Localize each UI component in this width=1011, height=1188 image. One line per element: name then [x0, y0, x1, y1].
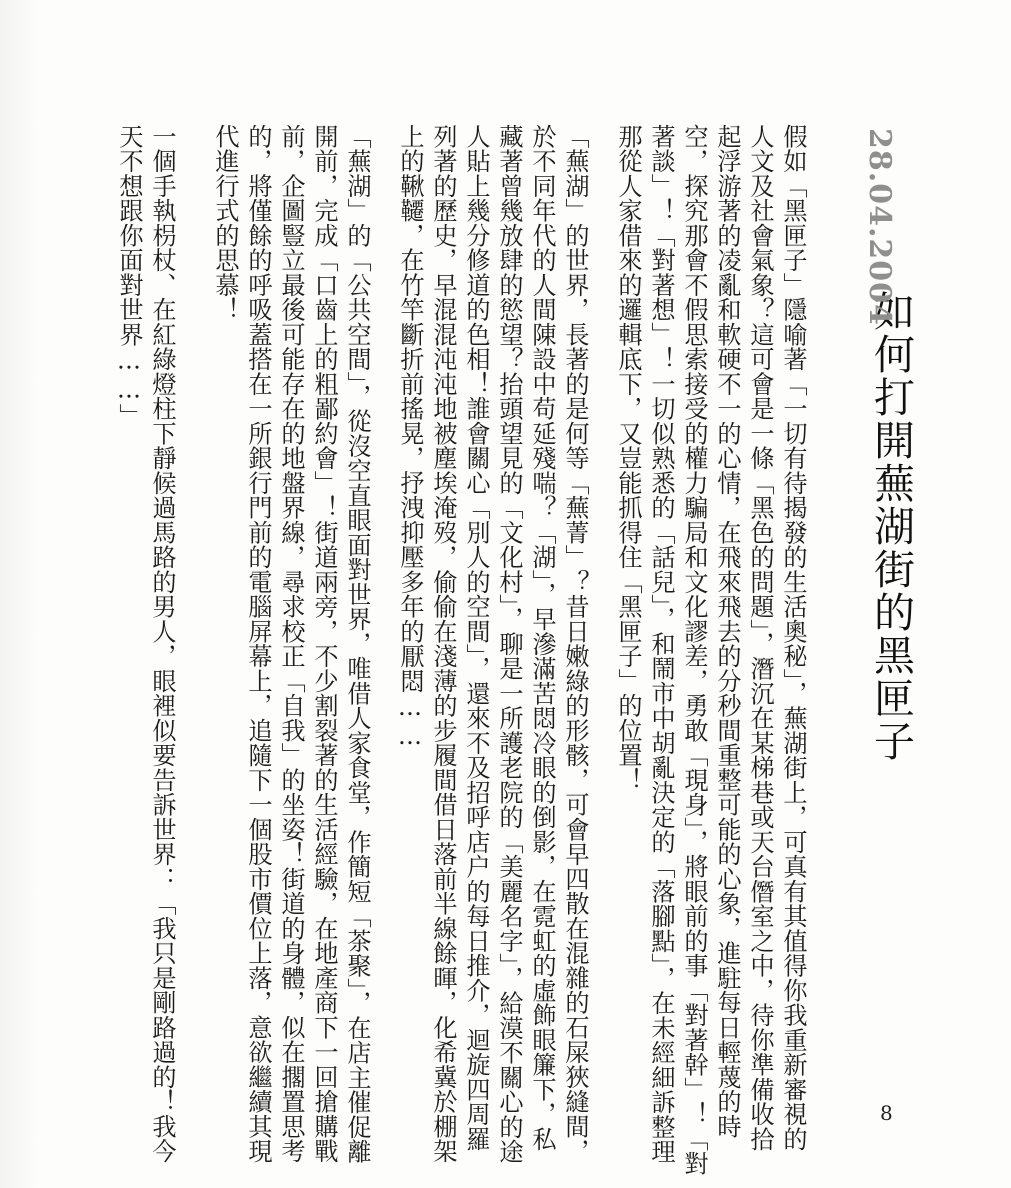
text-line: 那從人家借來的邏輯底下，又豈能抓得住「黑匣子」的位置！ — [614, 124, 642, 793]
text-line: 著談」！「對著想」！一切似熟悉的「話兒」，和鬧市中胡亂決定的「落腳點」，在未經細訴整理 — [647, 124, 675, 1165]
text-line: 代進行式的思慕！ — [211, 124, 239, 322]
text-line: 假如「黑匣子」隱喻著「一切有待揭發的生活奧秘」，蕪湖街上，可真有其值得你我重新審視的 — [779, 124, 807, 1152]
text-line: 「蕪湖」的世界，長著的是何等「蕪菁」？昔日嫩綠的形骸，可會早四散在混雜的石屎狹縫間， — [561, 124, 589, 1164]
text-line: 天不想跟你面對世界……」 — [115, 124, 143, 429]
article-title: 如何打開蕪湖街的黑匣子 — [867, 290, 915, 763]
text-line: 藏著曾幾放肆的慾望？抬頭望見的「文化村」，聊是一所護老院的「美麗名字」，給漠不關心的途 — [495, 124, 523, 1165]
text-line: 起浮游著的凌亂和軟硬不一的心情，在飛來飛去的分秒間重整可能的心象，進駐每日輕蔑的時 — [713, 124, 741, 1139]
text-line: 人文及社會氣象？這可會是一條「黑色的問題」，潛沉在某梯巷或天台僭室之中，待你準備收拾 — [746, 124, 774, 1152]
text-line: 上的鞦韆，在竹竿斷折前搖晃，抒洩抑壓多年的厭悶…… — [396, 124, 424, 751]
text-line: 開前，完成「口齒上的粗鄙約會」！街道兩旁，不少割裂著的生活經驗，在地產商下一回搶購戰 — [310, 124, 338, 1164]
text-line: 的，將僅餘的呼吸蓋搭在一所銀行門前的電腦屏幕上，追隨下一個股市價位上落，意欲繼續其現 — [244, 124, 272, 1164]
text-line: 於不同年代的人間陳設中苟延殘喘？「湖」，早滲滿苦悶冷眼的倒影，在霓虹的虛飾眼簾下，私 — [528, 124, 556, 1152]
text-line: 列著的歷史，早混混沌沌地被塵埃淹歿，偷偷在淺薄的步履間借日落前半線餘暉，化希冀於棚架 — [429, 124, 457, 1164]
page-number: 8 — [880, 1101, 893, 1125]
article-date: 28.04.2004 — [862, 128, 897, 326]
text-line: 「蕪湖」的「公共空間」，從沒空直眼面對世界，唯借人家食堂，作簡短「茶聚」，在店主催促離 — [343, 124, 371, 1165]
text-line: 前，企圖豎立最後可能存在的地盤界線，尋求校正「自我」的坐姿！街道的身體，似在擱置思考 — [277, 124, 305, 1164]
text-line: 空，探究那會不假思索接受的權力騙局和文化謬差，勇敢「現身」，將眼前的事「對著幹」！「對 — [680, 124, 708, 1177]
text-line: 一個手執枴杖、在紅綠燈柱下靜候過馬路的男人，眼裡似要告訴世界：「我只是剛路過的！我今 — [148, 124, 176, 1164]
text-line: 人貼上幾分修道的色相！誰會關心「別人的空間」，還來不及招呼店户的每日推介，迴旋四周羅 — [462, 124, 490, 1152]
